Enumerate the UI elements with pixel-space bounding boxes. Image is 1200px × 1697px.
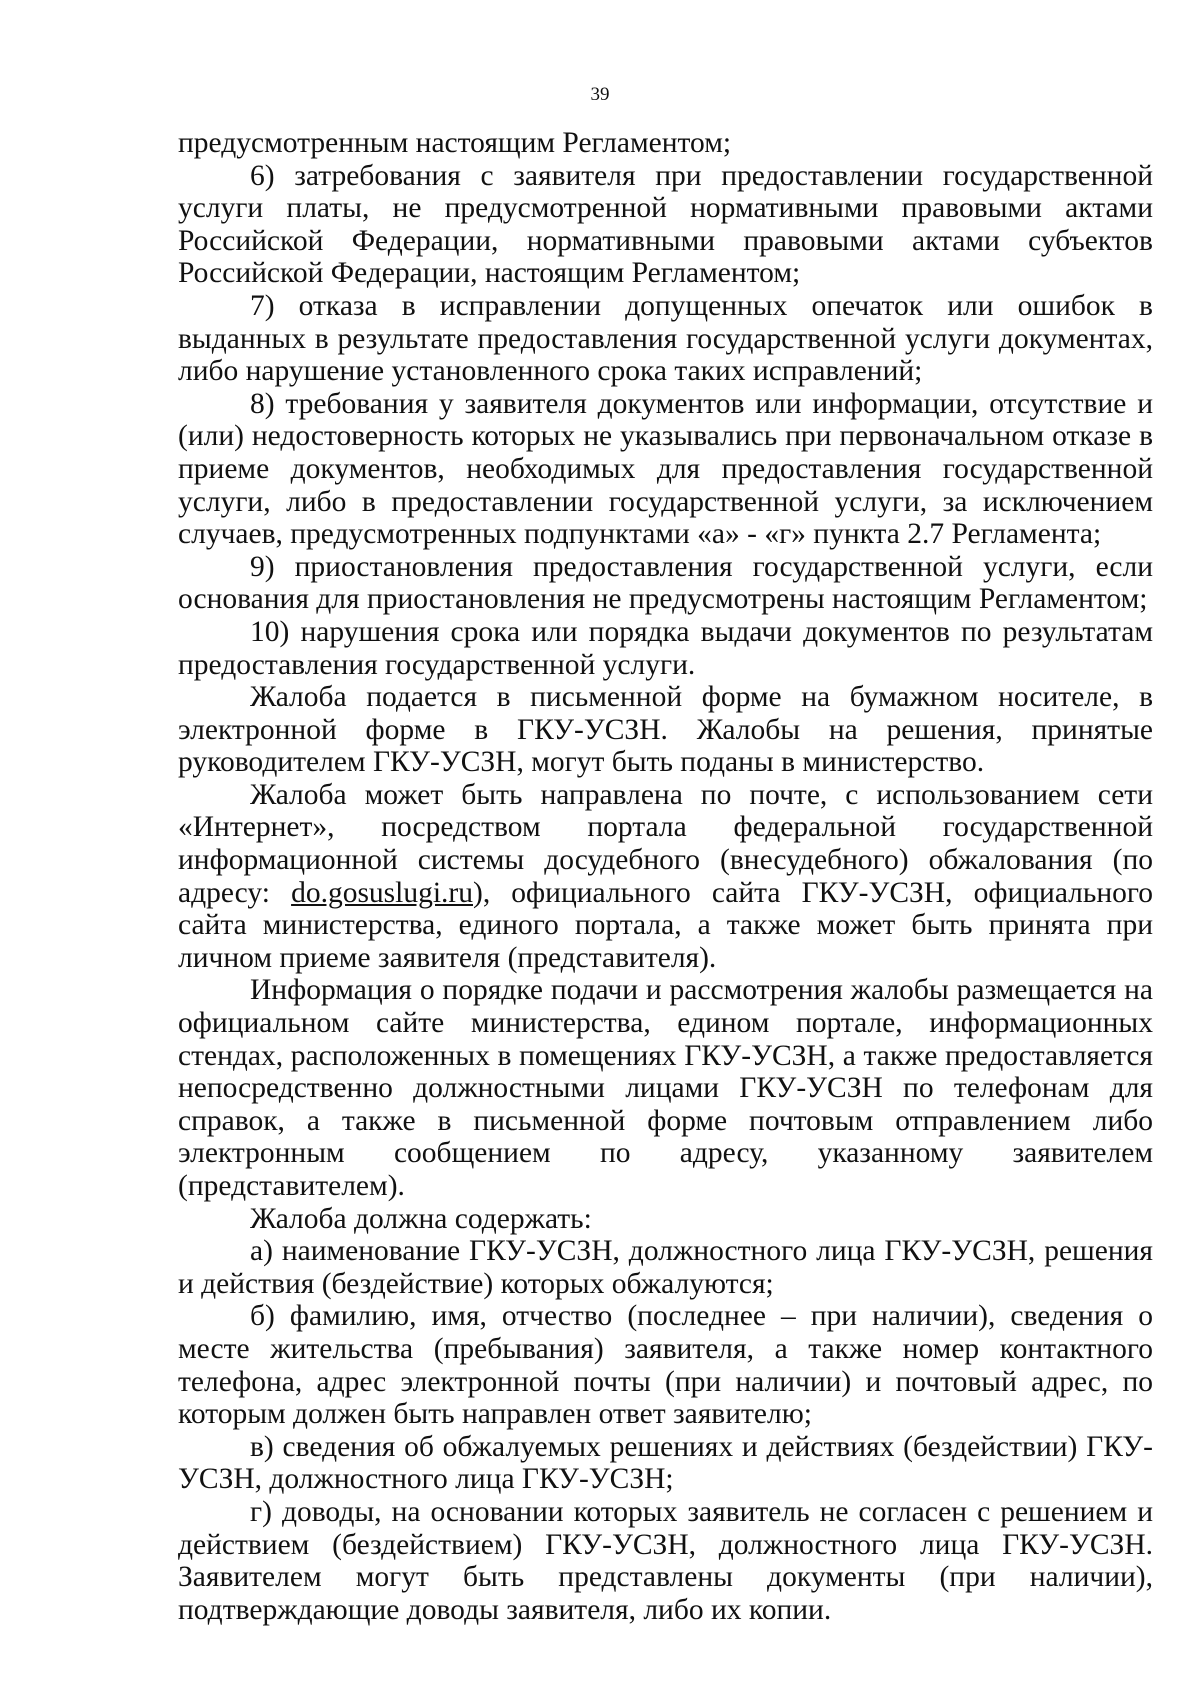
paragraph-item-v: в) сведения об обжалуемых решениях и действиях (бездействии) ГКУ-УСЗН, должностного лица ГКУ-УСЗН;	[178, 1430, 1153, 1496]
paragraph-item-7: 7) отказа в исправлении допущенных опечаток или ошибок в выданных в результате предоставления государственной услуги документах, либо нарушение установленного срока таких исправлений;	[178, 289, 1153, 388]
paragraph-item-b: б) фамилию, имя, отчество (последнее – при наличии), сведения о месте жительства (пребывания) заявителя, а также номер контактного телефона, адрес электронной почты (при наличии) и почтовый адрес, по которым должен быть направлен ответ заявителю;	[178, 1300, 1153, 1431]
paragraph-item-a: а) наименование ГКУ-УСЗН, должностного лица ГКУ-УСЗН, решения и действия (бездействие) которых обжалуются;	[178, 1235, 1153, 1300]
paragraph-item-8: 8) требования у заявителя документов или информации, отсутствие и (или) недостоверность которых не указывались при первоначальном отказе в приеме документов, необходимых для предоставления государственной услуги, либо в предоставлении государственной услуги, за исключением случаев, предусмотренных подпунктами «а» - «г» пункта 2.7 Регламента;	[178, 387, 1153, 551]
gosuslugi-link[interactable]: do.gosuslugi.ru	[291, 876, 473, 909]
paragraph-item-6: 6) затребования с заявителя при предоставлении государственной услуги платы, не предусмотренной нормативными правовыми актами Российской Федерации, нормативными правовыми актами субъектов Российской Федерации, настоящим Регламентом;	[178, 159, 1153, 290]
complaint-channels-text-before: Жалоба может быть направлена по почте, с использованием сети «Интернет», посредством портала федеральной государственной информационной системы досудебного (внесудебного) обжалования (по адресу:	[178, 778, 1153, 909]
page-number: 39	[590, 84, 610, 105]
complaint-channels-text-after: ), официального сайта ГКУ-УСЗН, официального сайта министерства, единого портала, а также может быть принята при личном приеме заявителя (представителя).	[178, 876, 1153, 974]
paragraph-item-9: 9) приостановления предоставления государственной услуги, если основания для приостановления не предусмотрены настоящим Регламентом;	[178, 550, 1153, 616]
paragraph-continuation: предусмотренным настоящим Регламентом;	[178, 127, 732, 159]
document-body	[178, 127, 1153, 1626]
paragraph-complaint-contents-heading: Жалоба должна содержать:	[250, 1202, 592, 1235]
paragraph-complaint-form: Жалоба подается в письменной форме на бумажном носителе, в электронной форме в ГКУ-УСЗН. Жалобы на решения, принятые руководителем ГКУ-УСЗН, могут быть поданы в министерство.	[178, 681, 1153, 779]
paragraph-item-g: г) доводы, на основании которых заявитель не согласен с решением и действием (бездействием) ГКУ-УСЗН, должностного лица ГКУ-УСЗН. Заявителем могут быть представлены документы (при наличии), подтверждающие доводы заявителя, либо их копии.	[178, 1495, 1153, 1626]
paragraph-complaint-channels	[178, 779, 1153, 975]
paragraph-item-10: 10) нарушения срока или порядка выдачи документов по результатам предоставления государственной услуги.	[178, 615, 1153, 681]
paragraph-information: Информация о порядке подачи и рассмотрения жалобы размещается на официальном сайте министерства, едином портале, информационных стендах, расположенных в помещениях ГКУ-УСЗН, а также предоставляется непосредственно должностными лицами ГКУ-УСЗН по телефонам для справок, а также в письменной форме почтовым отправлением либо электронным сообщением по адресу, указанному заявителем (представителем).	[178, 974, 1153, 1202]
